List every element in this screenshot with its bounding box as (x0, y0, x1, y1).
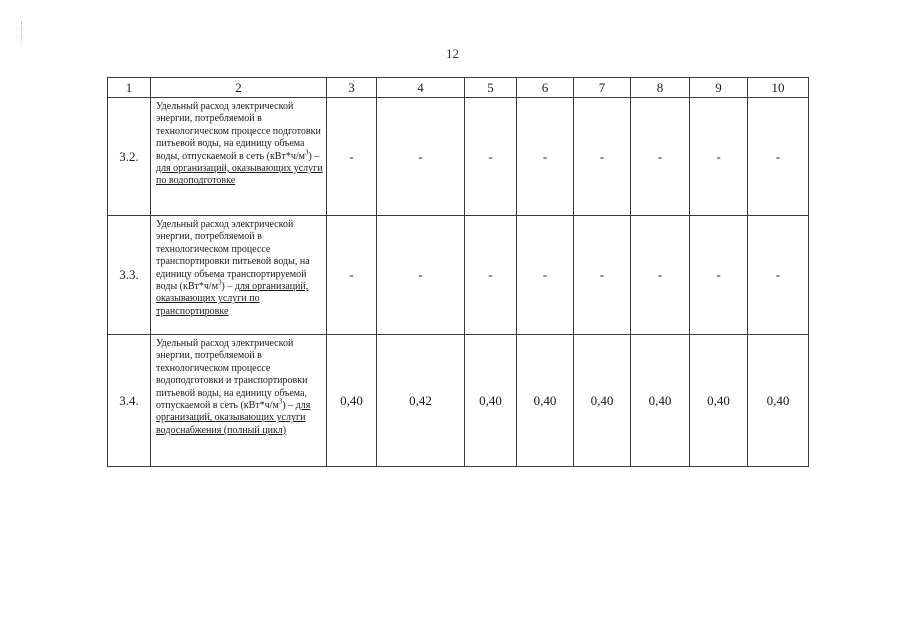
table-header-row (108, 78, 809, 98)
value-cell: - (465, 98, 517, 216)
row-number: 3.3. (108, 216, 151, 335)
value-cell: - (574, 216, 631, 335)
description-text: Удельный расход электрической энергии, потребляемой в технологическом процессе подготовки питьевой воды, на единицу объема воды, отпускаемой в сеть (кВт*ч/м (156, 101, 321, 162)
value-cell: - (377, 216, 465, 335)
description-underlined: для организаций, оказывающих услуги по водоподготовке (156, 163, 323, 187)
value-cell: 0,40 (574, 335, 631, 467)
value-cell: 0,40 (690, 335, 748, 467)
value-cell: - (517, 98, 574, 216)
value-cell: - (631, 98, 690, 216)
value-cell: 0,40 (327, 335, 377, 467)
description-text: Удельный расход электрической энергии, потребляемой в технологическом процессе водоподготовки и транспортировки питьевой воды, на единицу объема, отпускаемой в сеть (кВт*ч/м (156, 338, 308, 412)
value-cell: - (327, 98, 377, 216)
column-header: 1 (108, 78, 151, 98)
unit-superscript: 3 (278, 397, 283, 406)
value-cell: - (690, 98, 748, 216)
value-cell: 0,42 (377, 335, 465, 467)
description-separator: ) – (308, 150, 320, 162)
value-cell: - (377, 98, 465, 216)
page-number: 12 (446, 46, 459, 61)
value-cell: - (327, 216, 377, 335)
table-row (108, 335, 809, 467)
value-cell: - (517, 216, 574, 335)
table-row (108, 98, 809, 216)
row-number: 3.2. (108, 98, 151, 216)
unit-superscript: 3 (304, 148, 309, 157)
column-header: 6 (517, 78, 574, 98)
column-header: 2 (151, 78, 327, 98)
value-cell: - (748, 98, 809, 216)
description-underlined: для организаций, оказывающих услуги водоснабжения (полный цикл) (156, 400, 311, 436)
row-description (151, 335, 327, 467)
row-description (151, 216, 327, 335)
description-separator: ) – (221, 281, 235, 293)
column-header: 3 (327, 78, 377, 98)
scan-margin-mark (21, 22, 23, 42)
value-cell: 0,40 (631, 335, 690, 467)
value-cell: - (748, 216, 809, 335)
description-underlined: для организаций, оказывающих услуги по транспортировке (156, 281, 309, 317)
unit-superscript: 3 (218, 278, 222, 287)
column-header: 9 (690, 78, 748, 98)
value-cell: - (574, 98, 631, 216)
value-cell: - (465, 216, 517, 335)
value-cell: - (690, 216, 748, 335)
row-number: 3.4. (108, 335, 151, 467)
column-header: 5 (465, 78, 517, 98)
description-text: Удельный расход электрической энергии, потребляемой в технологическом процессе транспортировки питьевой воды, на единицу объема транспортируемой воды (кВт*ч/м (156, 219, 310, 293)
value-cell: 0,40 (748, 335, 809, 467)
indicator-table (107, 77, 809, 467)
row-description (151, 98, 327, 216)
value-cell: 0,40 (517, 335, 574, 467)
column-header: 10 (748, 78, 809, 98)
column-header: 7 (574, 78, 631, 98)
value-cell: - (631, 216, 690, 335)
description-separator: ) – (282, 400, 296, 412)
column-header: 4 (377, 78, 465, 98)
column-header: 8 (631, 78, 690, 98)
value-cell: 0,40 (465, 335, 517, 467)
table-row (108, 216, 809, 335)
